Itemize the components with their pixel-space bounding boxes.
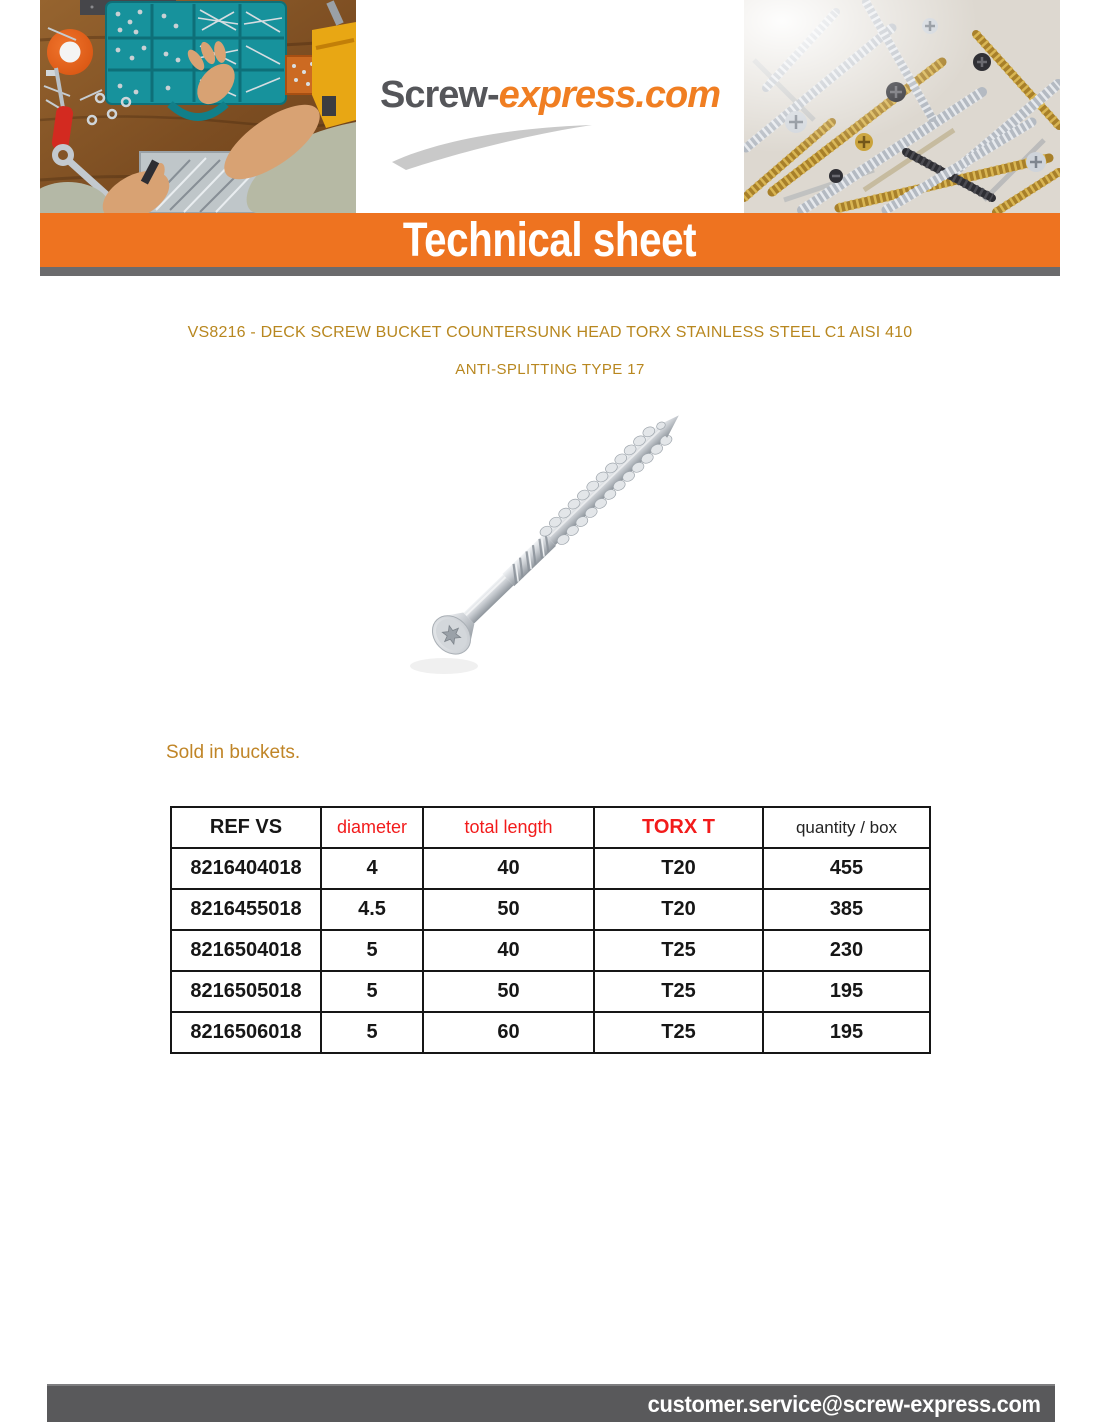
screws-pile-photo <box>744 0 1060 213</box>
cell-ref: 8216504018 <box>171 930 321 971</box>
cell-torx: T25 <box>594 971 763 1012</box>
footer-bar <box>47 1384 1055 1422</box>
cell-length: 40 <box>423 930 594 971</box>
divider-bar <box>40 267 1060 276</box>
cell-quantity: 230 <box>763 930 930 971</box>
cell-diameter: 5 <box>321 930 423 971</box>
cell-diameter: 4.5 <box>321 889 423 930</box>
logo-text-dark: Screw- <box>380 74 499 116</box>
table-row <box>171 1012 930 1053</box>
logo-text-orange: express.com <box>498 74 720 116</box>
logo-swoosh <box>384 118 614 176</box>
table-row <box>171 889 930 930</box>
cell-ref: 8216506018 <box>171 1012 321 1053</box>
header-torx: TORX T <box>594 807 763 848</box>
workbench-photo-graphic <box>40 0 356 213</box>
banner-technical-sheet <box>40 213 1060 267</box>
logo-text <box>356 74 744 117</box>
cell-torx: T20 <box>594 848 763 889</box>
product-title-block <box>40 324 1060 378</box>
cell-ref: 8216505018 <box>171 971 321 1012</box>
product-image-screw <box>400 380 730 680</box>
cell-torx: T20 <box>594 889 763 930</box>
cell-ref: 8216404018 <box>171 848 321 889</box>
cell-torx: T25 <box>594 1012 763 1053</box>
screw-graphic <box>400 380 730 680</box>
banner-title: Technical sheet <box>403 213 697 267</box>
header-quantity-box: quantity / box <box>763 807 930 848</box>
cell-length: 40 <box>423 848 594 889</box>
product-subtitle: ANTI-SPLITTING TYPE 17 <box>455 361 645 378</box>
table-row <box>171 971 930 1012</box>
cell-quantity: 385 <box>763 889 930 930</box>
cell-torx: T25 <box>594 930 763 971</box>
cell-diameter: 4 <box>321 848 423 889</box>
cell-length: 50 <box>423 889 594 930</box>
cell-length: 50 <box>423 971 594 1012</box>
header-ref-vs: REF VS <box>171 807 321 848</box>
cell-diameter: 5 <box>321 971 423 1012</box>
cell-quantity: 195 <box>763 1012 930 1053</box>
logo <box>356 0 744 213</box>
table-header-row <box>171 807 930 848</box>
cell-diameter: 5 <box>321 1012 423 1053</box>
cell-ref: 8216455018 <box>171 889 321 930</box>
header <box>40 0 1060 213</box>
spec-table <box>170 806 931 1054</box>
sold-note: Sold in buckets. <box>166 742 301 763</box>
product-title: VS8216 - DECK SCREW BUCKET COUNTERSUNK HEAD TORX STAINLESS STEEL C1 AISI 410 <box>187 324 913 341</box>
screws-pile-graphic <box>744 0 1060 213</box>
cell-quantity: 195 <box>763 971 930 1012</box>
cell-length: 60 <box>423 1012 594 1053</box>
table-row <box>171 848 930 889</box>
workbench-photo <box>40 0 356 213</box>
table-row <box>171 930 930 971</box>
header-total-length: total length <box>423 807 594 848</box>
header-diameter: diameter <box>321 807 423 848</box>
footer-email: customer.service@screw-express.com <box>647 1390 1041 1417</box>
cell-quantity: 455 <box>763 848 930 889</box>
